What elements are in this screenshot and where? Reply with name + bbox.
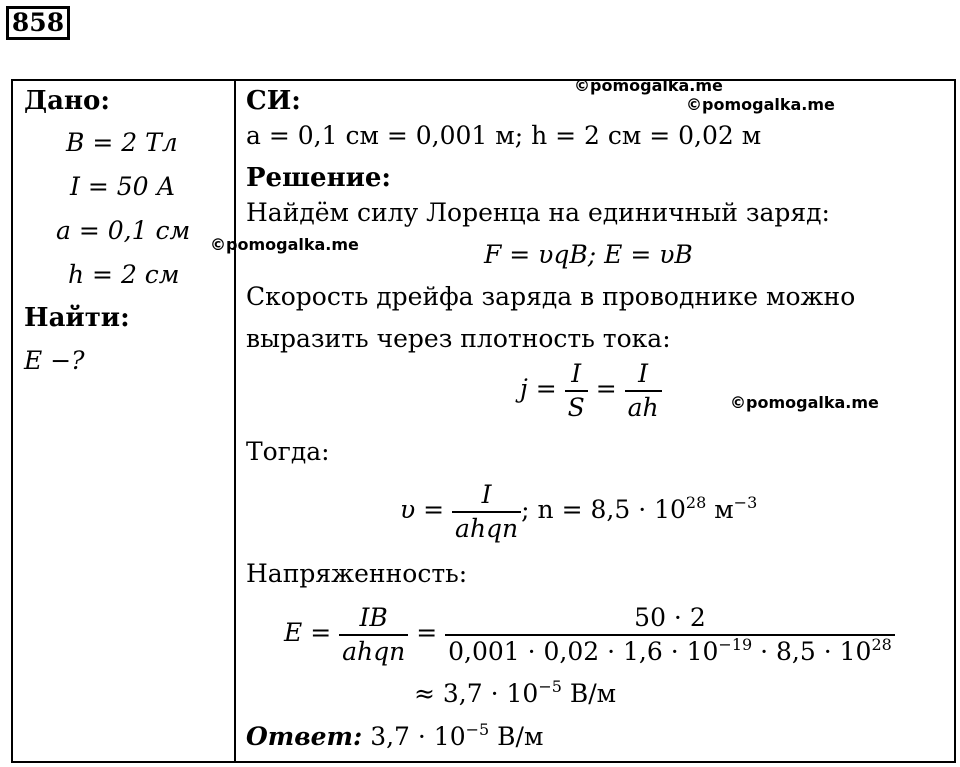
numerator: IB: [359, 602, 388, 632]
watermark: ©pomogalka.me: [210, 235, 359, 254]
answer-value: 3,7 · 10: [362, 722, 466, 751]
answer-line: [246, 722, 543, 752]
fraction: [452, 479, 521, 545]
formula-lhs: j =: [520, 374, 557, 403]
formula-current-density: [520, 356, 662, 424]
answer-label: Ответ:: [246, 722, 363, 751]
unit: В/м: [561, 679, 617, 708]
numerator: I: [638, 358, 649, 388]
denominator: ah: [625, 390, 662, 424]
denominator: ahqn: [339, 634, 408, 668]
solution-title: Решение:: [246, 163, 392, 193]
solution-text: Найдём силу Лоренца на единичный заряд:: [246, 198, 830, 227]
exponent: 28: [871, 634, 892, 654]
numerator: I: [481, 479, 492, 509]
exponent: −19: [718, 634, 753, 654]
watermark: ©pomogalka.me: [686, 95, 835, 114]
solution-text: Тогда:: [246, 437, 330, 466]
fraction: [625, 358, 662, 424]
denominator: [445, 634, 895, 668]
unit: м: [706, 495, 734, 524]
denominator-part: · 8,5 · 10: [752, 636, 872, 666]
equals-sign: =: [416, 618, 438, 647]
approx-result: [414, 679, 616, 709]
fraction: [565, 358, 588, 424]
given-title: Дано:: [24, 86, 110, 116]
denominator: S: [565, 390, 588, 424]
solution-text: Напряженность:: [246, 559, 468, 588]
formula-lorentz: F = υqB; E = υB: [484, 240, 693, 269]
exponent: 28: [685, 493, 707, 512]
approx-value: ≈ 3,7 · 10: [414, 679, 539, 708]
watermark: ©pomogalka.me: [574, 76, 723, 95]
find-title: Найти:: [24, 303, 130, 333]
given-item: I = 50 А: [70, 172, 176, 201]
formula-field-strength: [284, 598, 895, 668]
find-item: E −?: [24, 346, 85, 375]
equals-sign: =: [595, 374, 617, 403]
solution-text: выразить через плотность тока:: [246, 324, 671, 353]
watermark: ©pomogalka.me: [730, 393, 879, 412]
fraction: [339, 602, 408, 668]
formula-lhs: υ =: [400, 495, 445, 524]
fraction: [445, 602, 895, 668]
solution-text: Скорость дрейфа заряда в проводнике можно: [246, 282, 856, 311]
exponent: −5: [465, 720, 490, 739]
formula-lhs: E =: [284, 618, 332, 647]
formula-drift-velocity: [400, 475, 757, 545]
numerator: I: [571, 358, 582, 388]
formula-rest: ; n = 8,5 · 10: [521, 495, 686, 524]
problem-number: 858: [6, 6, 70, 40]
given-item: B = 2 Тл: [66, 128, 178, 157]
unit: В/м: [489, 722, 544, 751]
column-divider: [234, 79, 236, 763]
si-title: СИ:: [246, 86, 301, 116]
si-line: a = 0,1 см = 0,001 м; h = 2 см = 0,02 м: [246, 121, 762, 150]
denominator: ahqn: [452, 511, 521, 545]
exponent: −3: [733, 493, 758, 512]
given-item: a = 0,1 см: [56, 216, 191, 245]
exponent: −5: [538, 677, 562, 696]
numerator: 50 · 2: [634, 602, 706, 632]
denominator-part: 0,001 · 0,02 · 1,6 · 10: [448, 636, 719, 666]
given-item: h = 2 см: [68, 260, 180, 289]
